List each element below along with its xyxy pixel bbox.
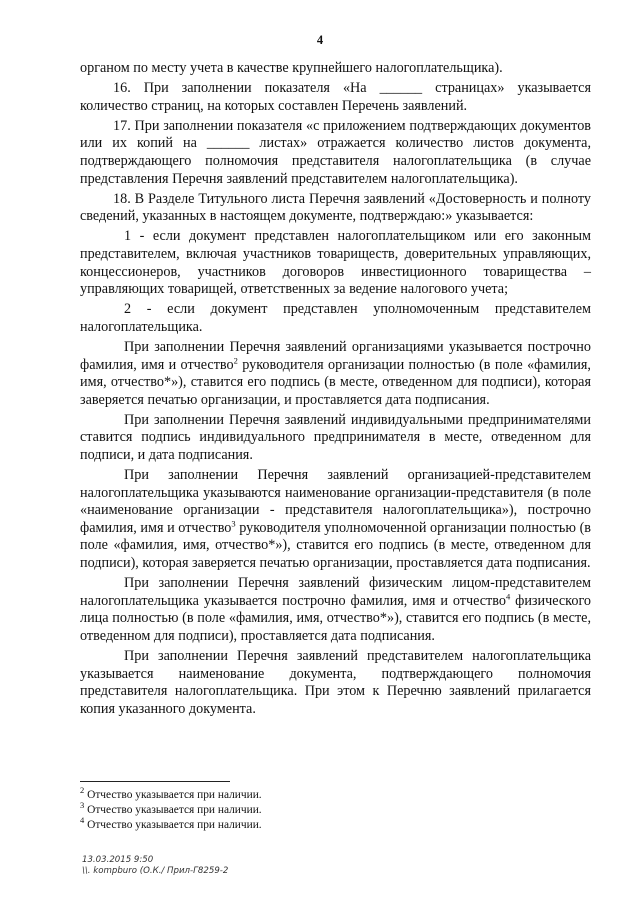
paragraph-16: 16. При заполнении показателя «На ______ страницах» указывается количество страниц, на которых составлен Перечень заявлений. (80, 80, 591, 114)
footnote-2: $^2$ Отчество указывается при наличии. (80, 785, 262, 801)
print-stamp-path: \\. kompburo (О.К./ Прил-Г8259-2 (82, 866, 229, 876)
footnote-ref-4: 4 (505, 590, 511, 601)
paragraph-option-2: 2 - если документ представлен уполномоченным представителем налогоплательщика. (80, 301, 591, 335)
document-body (80, 60, 591, 721)
paragraph-individual-representative: При заполнении Перечня заявлений физическим лицом-представителем налогоплательщика указывается построчно фамилия, имя и отчество$^4$ физического лица полностью (в поле «фамилия, имя, отчество*»), ставится его подпись (в месте, отведенном для подписи), проставляется дата подписания. (80, 575, 592, 644)
footnotes (80, 785, 580, 834)
paragraph-17: 17. При заполнении показателя «с приложением подтверждающих документов или их копий на ______ листах» отражается количество листов документа, подтверждающего полномочия представителя налогоплательщика (в случае представления Перечня заявлений представителем налогоплательщика). (80, 117, 591, 187)
print-stamp-date: 13.03.2015 9:50 (82, 855, 154, 865)
footnote-4: $^4$ Отчество указывается при наличии. (80, 815, 262, 832)
footnote-separator (80, 781, 230, 782)
paragraph-continuation: органом по месту учета в качестве крупнейшего налогоплательщика). (80, 60, 503, 76)
footnote-ref-2: 2 (233, 354, 238, 365)
paragraph-option-1: 1 - если документ представлен налогоплательщиком или его законным представителем, включая участников товариществ, доверительных управляющих, концессионеров, участников договоров инвестиционного товарищества – управляющих товарищей, ответственных за ведение налогового учета; (80, 228, 591, 298)
paragraph-authority-document: При заполнении Перечня заявлений представителем налогоплательщика указывается наименование документа, подтверждающего полномочия представителя налогоплательщика. При этом к Перечню заявлений прилагается копия указанного документа. (80, 648, 591, 717)
page-number: 4 (316, 33, 324, 47)
paragraph-organization-representative: При заполнении Перечня заявлений организацией-представителем налогоплательщика указываются наименование организации-представителя (в поле «наименование организации - представителя налогоплательщика»), построчно фамилия, имя и отчество$^3$ руководителя уполномоченной организации полностью (в поле «фамилия, имя, отчество*»), ставится его подпись (в месте, отведенном для подписи), которая заверяется печатью организации, проставляется дата подписания. (80, 467, 591, 572)
paragraph-entrepreneurs: При заполнении Перечня заявлений индивидуальными предпринимателями ставится подпись индивидуального предпринимателя в месте, отведенном для подписи, и дата подписания. (80, 411, 591, 463)
paragraph-organizations: При заполнении Перечня заявлений организациями указывается построчно фамилия, имя и отчество$^2$ руководителя организации полностью (в поле «фамилия, имя, отчество*»), ставится его подпись (в месте, отведенном для подписи), которая заверяется печатью организации, и проставляется дата подписания. (80, 338, 591, 408)
footnote-ref-3: 3 (231, 518, 236, 529)
footnote-3: $^3$ Отчество указывается при наличии. (80, 800, 262, 817)
print-stamp (82, 855, 228, 877)
paragraph-18: 18. В Разделе Титульного листа Перечня заявлений «Достоверность и полноту сведений, указанных в настоящем документе, подтверждаю:» указывается: (80, 190, 591, 225)
